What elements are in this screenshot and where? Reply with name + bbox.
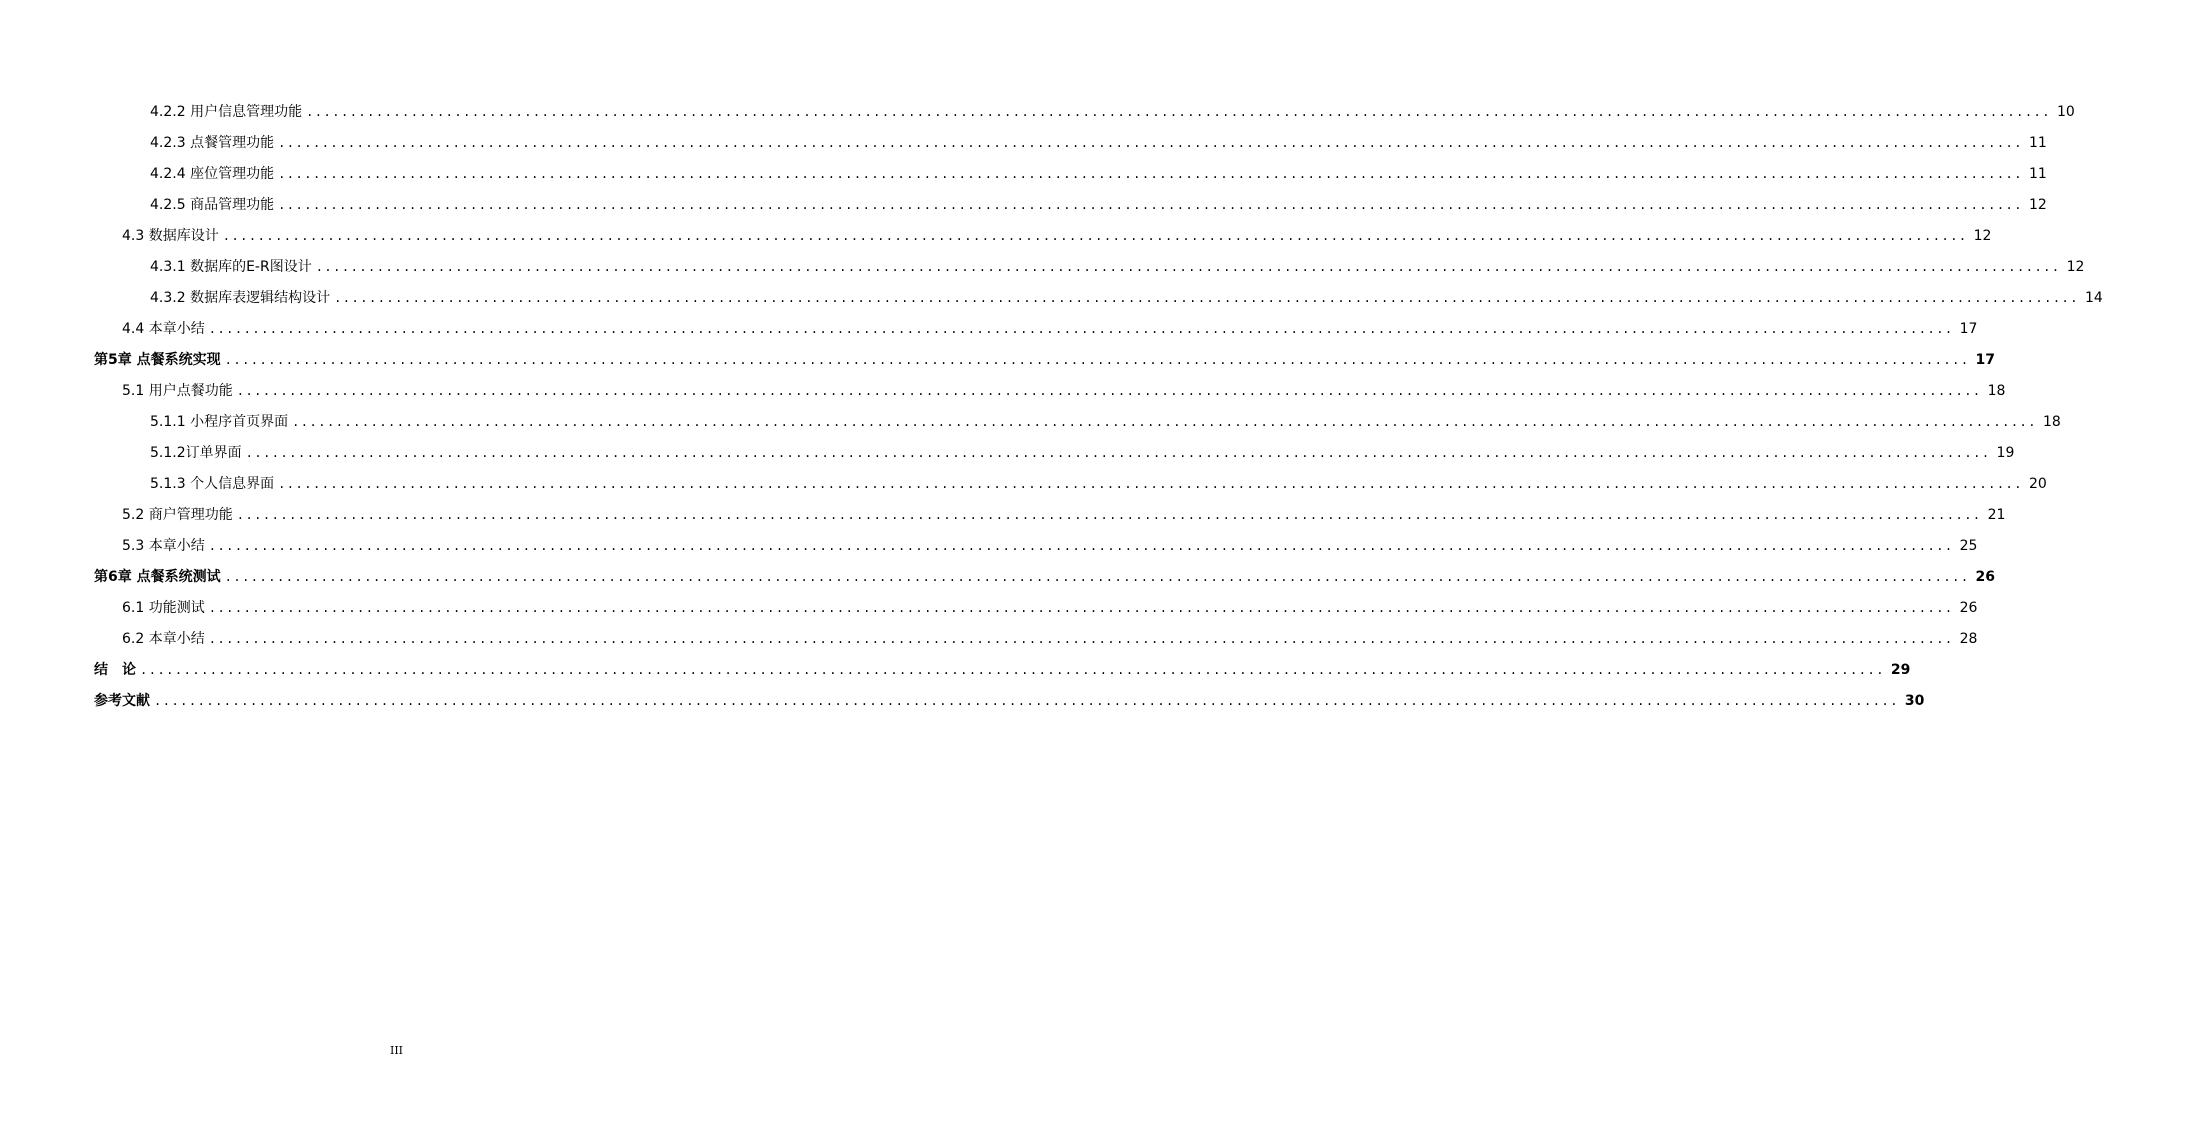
- toc-dot-leader: ........................................................................................................................................................................................................: [208, 632, 1954, 646]
- toc-entry-page: 25: [1959, 538, 1978, 554]
- toc-dot-leader: ........................................................................................................................................................................................................: [278, 167, 2023, 181]
- toc-entry-page: 12: [1973, 228, 1992, 244]
- toc-dot-leader: ........................................................................................................................................................................................................: [208, 539, 1954, 553]
- toc-entry[interactable]: [0, 648, 1911, 679]
- toc-entry-title: 4.2.2 用户信息管理功能: [150, 104, 303, 120]
- toc-entry[interactable]: [0, 121, 2047, 152]
- toc-entry-page: 20: [2029, 476, 2047, 492]
- toc-dot-leader: ........................................................................................................................................................................................................: [236, 508, 1982, 522]
- toc-entry-page: 26: [1975, 569, 1996, 585]
- toc-entry-page: 14: [2085, 290, 2103, 306]
- toc-dot-leader: ........................................................................................................................................................................................................: [245, 446, 1991, 460]
- toc-entry-page: 18: [1987, 383, 2006, 399]
- toc-entry-title: 5.1 用户点餐功能: [122, 383, 233, 399]
- toc-entry-page: 19: [1996, 445, 2015, 461]
- toc-dot-leader: ........................................................................................................................................................................................................: [315, 260, 2061, 274]
- toc-entry[interactable]: [0, 369, 2006, 400]
- toc-entry-title: 6.2 本章小结: [122, 631, 205, 647]
- toc-entry-page: 12: [2029, 197, 2047, 213]
- toc-entry-page: 10: [2057, 104, 2075, 120]
- toc-entry-title: 4.2.5 商品管理功能: [150, 197, 275, 213]
- toc-dot-leader: ........................................................................................................................................................................................................: [140, 663, 1885, 677]
- toc-entry[interactable]: [0, 617, 1978, 648]
- toc-entry[interactable]: [0, 307, 1978, 338]
- toc-dot-leader: ........................................................................................................................................................................................................: [208, 601, 1954, 615]
- toc-entry-title: 5.3 本章小结: [122, 538, 205, 554]
- toc-dot-leader: ........................................................................................................................................................................................................: [306, 105, 2051, 119]
- toc-entry[interactable]: [0, 524, 1978, 555]
- toc-entry[interactable]: [0, 245, 2085, 276]
- toc-dot-leader: ........................................................................................................................................................................................................: [208, 322, 1954, 336]
- toc-dot-leader: ........................................................................................................................................................................................................: [224, 353, 1970, 367]
- toc-dot-leader: ........................................................................................................................................................................................................: [154, 694, 1899, 708]
- toc-entry-page: 18: [2043, 414, 2061, 430]
- toc-entry-page: 17: [1959, 321, 1978, 337]
- toc-entry[interactable]: [0, 431, 2015, 462]
- table-of-contents: [0, 90, 2103, 710]
- toc-entry-page: 11: [2029, 135, 2047, 151]
- toc-entry[interactable]: [0, 679, 1925, 710]
- toc-entry-title: 参考文献: [94, 693, 150, 709]
- toc-dot-leader: ........................................................................................................................................................................................................: [278, 136, 2023, 150]
- toc-entry-page: 11: [2029, 166, 2047, 182]
- toc-dot-leader: ........................................................................................................................................................................................................: [292, 415, 2037, 429]
- toc-dot-leader: ........................................................................................................................................................................................................: [334, 291, 2079, 305]
- toc-entry-title: 结 论: [94, 662, 136, 678]
- toc-entry[interactable]: [0, 90, 2075, 121]
- toc-entry-title: 6.1 功能测试: [122, 600, 205, 616]
- toc-dot-leader: ........................................................................................................................................................................................................: [222, 229, 1968, 243]
- toc-dot-leader: ........................................................................................................................................................................................................: [224, 570, 1970, 584]
- toc-entry-title: 4.2.4 座位管理功能: [150, 166, 275, 182]
- toc-entry[interactable]: [0, 586, 1978, 617]
- toc-entry[interactable]: [0, 493, 2006, 524]
- toc-dot-leader: ........................................................................................................................................................................................................: [236, 384, 1982, 398]
- toc-entry-title: 5.1.1 小程序首页界面: [150, 414, 289, 430]
- toc-entry-title: 5.1.2订单界面: [150, 445, 242, 461]
- toc-entry[interactable]: [0, 276, 2103, 307]
- toc-entry-page: 30: [1904, 693, 1925, 709]
- toc-entry[interactable]: [0, 214, 1992, 245]
- toc-entry[interactable]: [0, 400, 2061, 431]
- toc-entry[interactable]: [0, 183, 2047, 214]
- toc-entry-title: 5.2 商户管理功能: [122, 507, 233, 523]
- toc-entry[interactable]: [0, 338, 1996, 369]
- toc-dot-leader: ........................................................................................................................................................................................................: [278, 477, 2023, 491]
- toc-entry-title: 4.4 本章小结: [122, 321, 205, 337]
- toc-entry-title: 4.3 数据库设计: [122, 228, 219, 244]
- toc-entry[interactable]: [0, 555, 1996, 586]
- toc-entry-title: 第5章 点餐系统实现: [94, 352, 221, 368]
- page-number: III: [389, 1044, 404, 1057]
- toc-entry-page: 26: [1959, 600, 1978, 616]
- toc-entry-page: 12: [2066, 259, 2085, 275]
- toc-entry-page: 21: [1987, 507, 2006, 523]
- toc-entry-page: 29: [1890, 662, 1911, 678]
- toc-entry[interactable]: [0, 152, 2047, 183]
- toc-entry-title: 4.2.3 点餐管理功能: [150, 135, 275, 151]
- toc-entry-page: 28: [1959, 631, 1978, 647]
- toc-dot-leader: ........................................................................................................................................................................................................: [278, 198, 2023, 212]
- toc-entry-page: 17: [1975, 352, 1996, 368]
- toc-entry-title: 4.3.2 数据库表逻辑结构设计: [150, 290, 331, 306]
- toc-entry[interactable]: [0, 462, 2047, 493]
- toc-entry-title: 第6章 点餐系统测试: [94, 569, 221, 585]
- toc-entry-title: 4.3.1 数据库的E-R图设计: [150, 259, 312, 275]
- toc-entry-title: 5.1.3 个人信息界面: [150, 476, 275, 492]
